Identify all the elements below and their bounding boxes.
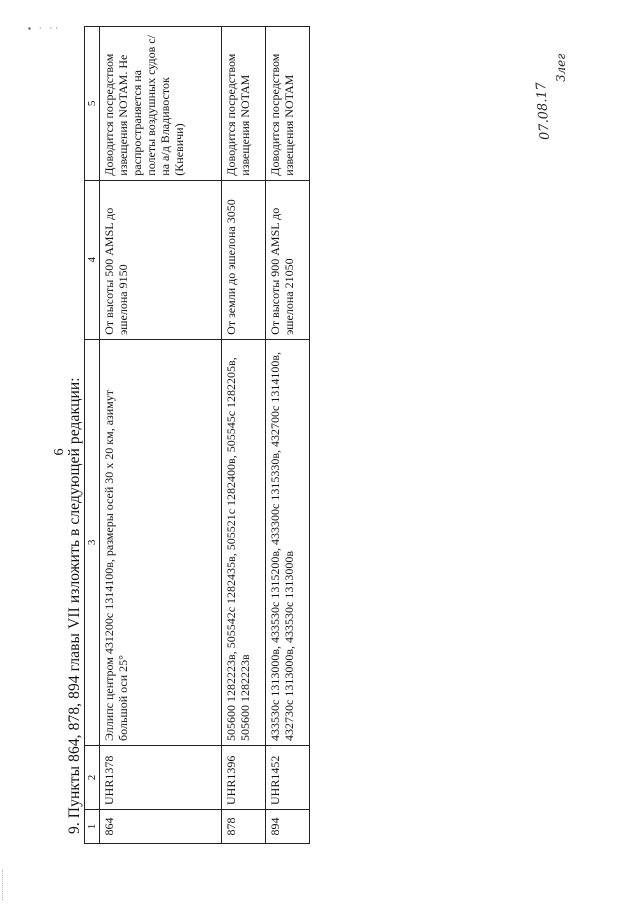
- section-heading: 9. Пункты 864, 878, 894 главы VII изложить в следующей редакции:: [66, 377, 83, 834]
- zone-code: UHR1396: [222, 745, 266, 809]
- zone-code: UHR1378: [100, 745, 222, 809]
- column-header: 4: [85, 180, 100, 339]
- zone-note: Доводится посредством извещения NOTAM: [222, 27, 266, 181]
- column-header: 1: [85, 809, 100, 843]
- table-header-row: [85, 27, 100, 844]
- vertical-limits: От высоты 500 AMSL до эшелона 9150: [100, 180, 222, 339]
- zone-note: Доводится посредством извещения NOTAM: [266, 27, 310, 181]
- table-row: [222, 27, 266, 844]
- column-header: 3: [85, 339, 100, 745]
- vertical-limits: От земли до эшелона 3050: [222, 180, 266, 339]
- scan-edge-artifact: [2, 870, 5, 900]
- zone-boundaries: 505600 1282223в, 505542с 1282435в, 505521с 1282400в, 505545с 1282205в, 505600 1282223в: [222, 339, 266, 745]
- zone-code: UHR1452: [266, 745, 310, 809]
- row-number: 878: [222, 809, 266, 843]
- zone-note: Доводится посредством извещения NOTAM. Не распространяется на полеты воздушных судов с/на а/д Владивосток (Кневичи): [100, 27, 222, 181]
- page-number: 6: [52, 448, 67, 456]
- rotated-page-content: [20, 22, 580, 882]
- zone-boundaries: 433530с 1313000в, 433530с 1315200в, 433300с 1315330в, 432700с 1314100в, 432730с 1313000в, 433530с 1313000в: [266, 339, 310, 745]
- column-header: 5: [85, 27, 100, 181]
- column-header: 2: [85, 745, 100, 809]
- table-row: [100, 27, 222, 844]
- table-row: [266, 27, 310, 844]
- handwritten-initials: Злег: [554, 53, 568, 82]
- row-number: 864: [100, 809, 222, 843]
- row-number: 894: [266, 809, 310, 843]
- scan-artifact: ▪ · ··: [28, 24, 61, 33]
- vertical-limits: От высоты 900 AMSL до эшелона 21050: [266, 180, 310, 339]
- airspace-table: [84, 26, 310, 844]
- zone-boundaries: Эллипс центром 431200с 1314100в, размеры осей 30 х 20 км, азимут большой оси 25°: [100, 339, 222, 745]
- handwritten-date: 07.08.17: [533, 81, 554, 141]
